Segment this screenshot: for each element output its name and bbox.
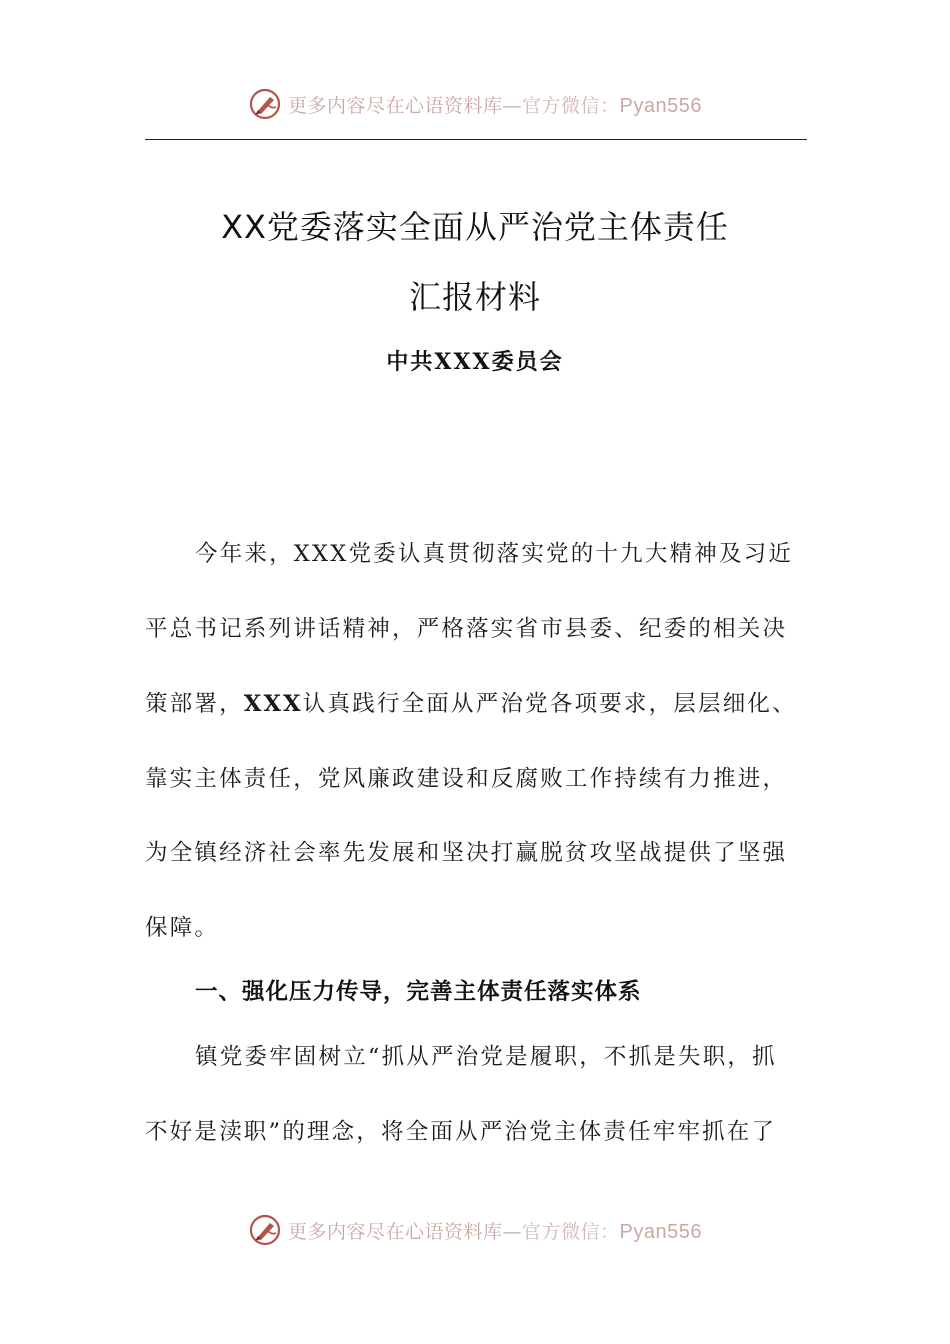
- header-watermark: [0, 86, 950, 122]
- watermark-wechat-id: Pyan556: [619, 1220, 702, 1243]
- para1-line-3-post: 认真践行全面从严治党各项要求，层层细化、: [302, 691, 797, 717]
- para1-line-3: [145, 686, 807, 726]
- para1-line-3-pre: 策部署，: [145, 691, 244, 717]
- watermark-site: 更多内容尽在心语资料库: [288, 94, 503, 117]
- footer-watermark: [0, 1212, 950, 1248]
- watermark-dash: —: [502, 94, 523, 117]
- para1-line-4: 靠实主体责任，党风廉政建设和反腐败工作持续有力推进，: [145, 766, 788, 792]
- para2-line-2: 不好是渎职”的理念，将全面从严治党主体责任牢牢抓在了: [145, 1119, 777, 1145]
- pen-nib-logo-icon: [248, 1213, 282, 1247]
- watermark-wechat-label: 官方微信：: [522, 94, 620, 117]
- para1-line-3-bold: XXX: [243, 691, 303, 717]
- watermark-wechat-label: 官方微信：: [522, 1220, 620, 1243]
- watermark-text: [288, 1217, 702, 1244]
- document-title-line-1: XX党委落实全面从严治党主体责任: [221, 208, 729, 246]
- watermark-site: 更多内容尽在心语资料库: [288, 1220, 503, 1243]
- para2-line-1: 镇党委牢固树立“抓从严治党是履职，不抓是失职，抓: [195, 1044, 777, 1070]
- section-heading-1: 一、强化压力传导，完善主体责任落实体系: [195, 979, 642, 1005]
- para1-line-2: 平总书记系列讲话精神，严格落实省市县委、纪委的相关决: [145, 616, 788, 642]
- document-issuer: 中共XXX委员会: [386, 349, 564, 375]
- document-title-line-2: 汇报材料: [408, 278, 541, 316]
- para1-line-1: 今年来，XXX党委认真贯彻落实党的十九大精神及习近: [195, 541, 794, 567]
- header-divider: [145, 139, 807, 140]
- watermark-text: [288, 91, 702, 118]
- watermark-wechat-id: Pyan556: [619, 94, 702, 117]
- pen-nib-logo-icon: [248, 87, 282, 121]
- para1-line-6: 保障。: [145, 915, 220, 941]
- para1-line-5: 为全镇经济社会率先发展和坚决打赢脱贫攻坚战提供了坚强: [145, 840, 788, 866]
- watermark-dash: —: [502, 1220, 523, 1243]
